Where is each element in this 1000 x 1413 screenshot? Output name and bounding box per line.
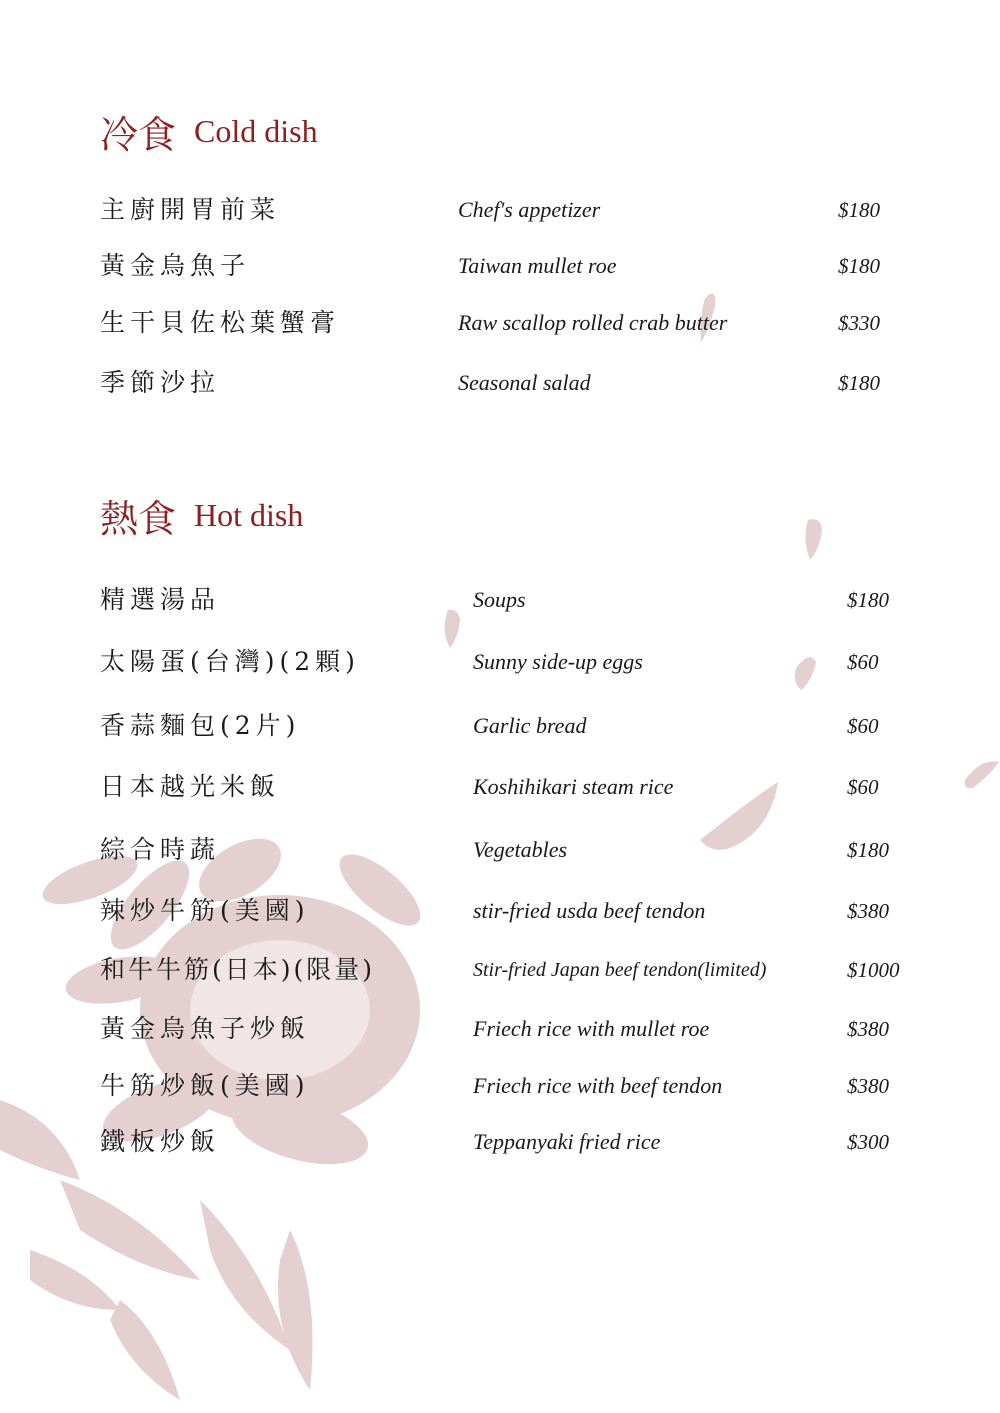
item-name-zh: 黃金烏魚子 <box>100 251 251 280</box>
item-name-zh: 日本越光米飯 <box>100 772 281 801</box>
menu-item <box>0 830 1000 870</box>
item-name-zh: 太陽蛋(台灣)(2顆) <box>100 647 360 676</box>
item-price: $180 <box>847 838 889 862</box>
menu-item <box>0 767 1000 807</box>
item-name-en: Friech rice with beef tendon <box>473 1073 723 1098</box>
section-title-hot <box>100 488 303 543</box>
item-name-en: Friech rice with mullet roe <box>473 1016 710 1041</box>
item-price: $380 <box>847 1017 889 1041</box>
item-price: $1000 <box>847 958 900 982</box>
menu-item <box>0 1122 1000 1162</box>
item-name-en: Seasonal salad <box>458 370 591 395</box>
menu-item <box>0 1066 1000 1106</box>
menu-item <box>0 950 1000 990</box>
item-price: $330 <box>838 311 880 335</box>
menu-item <box>0 190 1000 230</box>
item-price: $380 <box>847 1074 889 1098</box>
item-price: $60 <box>847 714 879 738</box>
item-name-zh: 和牛牛筋(日本)(限量) <box>100 955 376 984</box>
item-name-en: stir-fried usda beef tendon <box>473 898 706 923</box>
section-title-zh: 熱食 <box>100 497 177 541</box>
item-name-zh: 綜合時蔬 <box>100 835 221 864</box>
item-name-zh: 黃金烏魚子炒飯 <box>100 1014 311 1043</box>
menu-item <box>0 706 1000 746</box>
menu-item <box>0 1009 1000 1049</box>
item-name-en: Taiwan mullet roe <box>458 253 617 278</box>
item-name-zh: 主廚開胃前菜 <box>100 195 281 224</box>
item-price: $300 <box>847 1130 889 1154</box>
menu-item <box>0 642 1000 682</box>
item-price: $180 <box>838 198 880 222</box>
item-name-zh: 香蒜麵包(2片) <box>100 711 301 740</box>
item-price: $180 <box>847 588 889 612</box>
item-name-zh: 辣炒牛筋(美國) <box>100 896 310 925</box>
item-name-en: Sunny side-up eggs <box>473 649 643 674</box>
item-price: $180 <box>838 254 880 278</box>
petal-icon <box>805 519 822 560</box>
item-name-en: Chef's appetizer <box>458 197 601 222</box>
section-title-en: Cold dish <box>194 113 318 149</box>
item-name-zh: 季節沙拉 <box>100 368 221 397</box>
item-price: $380 <box>847 899 889 923</box>
item-name-en: Koshihikari steam rice <box>473 774 674 799</box>
item-name-en: Stir-fried Japan beef tendon(limited) <box>473 959 767 981</box>
item-name-zh: 生干貝佐松葉蟹膏 <box>100 308 341 337</box>
menu-item <box>0 303 1000 343</box>
item-price: $60 <box>847 650 879 674</box>
item-name-en: Soups <box>473 587 526 612</box>
item-price: $60 <box>847 775 879 799</box>
item-name-en: Raw scallop rolled crab butter <box>458 310 728 335</box>
menu-item <box>0 246 1000 286</box>
item-name-en: Garlic bread <box>473 713 587 738</box>
menu-item <box>0 891 1000 931</box>
item-name-zh: 精選湯品 <box>100 585 221 614</box>
item-name-zh: 牛筋炒飯(美國) <box>100 1071 310 1100</box>
section-title-en: Hot dish <box>194 497 304 533</box>
section-title-zh: 冷食 <box>100 113 177 157</box>
menu-item <box>0 363 1000 403</box>
item-price: $180 <box>838 371 880 395</box>
section-title-cold <box>100 104 318 159</box>
item-name-zh: 鐵板炒飯 <box>100 1127 221 1156</box>
item-name-en: Vegetables <box>473 837 568 862</box>
item-name-en: Teppanyaki fried rice <box>473 1129 661 1154</box>
menu-item <box>0 580 1000 620</box>
